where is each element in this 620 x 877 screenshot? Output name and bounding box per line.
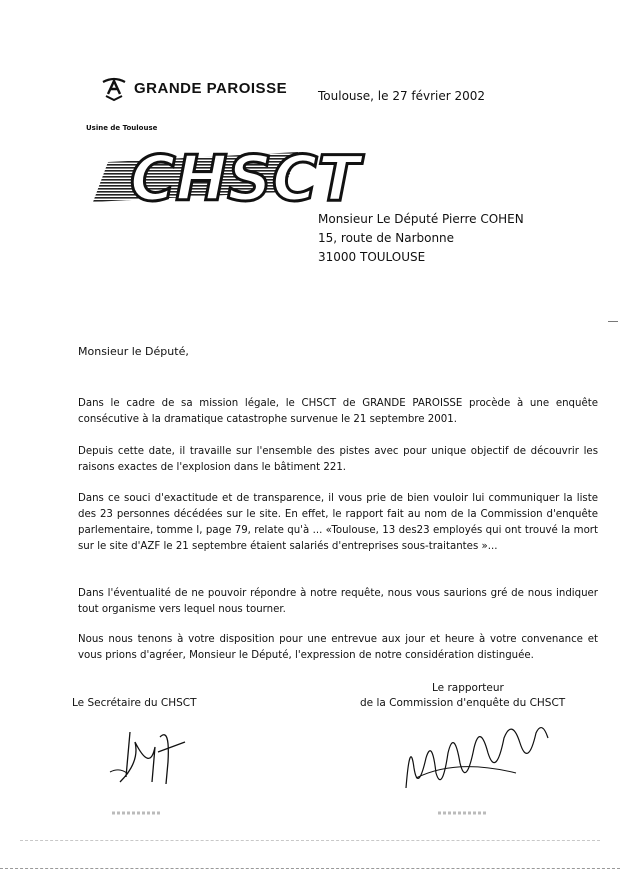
footer-divider xyxy=(20,840,600,841)
right-signatory-title-line1: Le rapporteur xyxy=(432,682,504,694)
right-signatory-title-line2: de la Commission d'enquête du CHSCT xyxy=(360,697,566,709)
brand-name: GRANDE PAROISSE xyxy=(134,80,288,97)
scan-artifact xyxy=(608,321,618,322)
right-signature xyxy=(396,718,556,802)
left-signatory-title: Le Secrétaire du CHSCT xyxy=(72,697,197,709)
paragraph: Dans ce souci d'exactitude et de transparence, il vous prie de bien vouloir lui communiquer la liste des 23 personnes décédées sur le site. En effet, le rapport fait au nom de la Commission d'enquête parlementaire, tomme I, page 79, relate qu'à ... «Toulouse, 13 des23 employés qui ont trouvé la mort sur le site d'AZF le 21 septembre étaient salariés d'entreprises sous-traitantes »... xyxy=(78,493,598,552)
salutation: Monsieur le Député, xyxy=(78,345,189,358)
letter-date: Toulouse, le 27 février 2002 xyxy=(318,89,486,103)
recipient-address xyxy=(318,210,524,267)
chsct-logo-text: CHSCT xyxy=(130,142,360,215)
paragraph: Depuis cette date, il travaille sur l'ensemble des pistes avec pour unique objectif de découvrir les raisons exactes de l'explosion dans le bâtiment 221. xyxy=(78,446,598,473)
paragraph: Dans l'éventualité de ne pouvoir répondre à notre requête, nous vous saurions gré de nous indiquer tout organisme vers lequel nous tourner. xyxy=(78,588,598,615)
left-signatory-name-stamp xyxy=(112,808,162,820)
footer-divider-bottom xyxy=(0,868,620,869)
left-signature xyxy=(100,722,200,796)
recipient-street: 15, route de Narbonne xyxy=(318,231,455,245)
grande-paroisse-logo-icon xyxy=(100,76,128,106)
recipient-name: Monsieur Le Député Pierre COHEN xyxy=(318,212,524,226)
chsct-logo xyxy=(88,140,360,216)
plant-name: Usine de Toulouse xyxy=(86,124,158,132)
right-signatory-name-stamp xyxy=(438,808,488,820)
paragraph: Dans le cadre de sa mission légale, le CHSCT de GRANDE PAROISSE procède à une enquête consécutive à la dramatique catastrophe survenue le 21 septembre 2001. xyxy=(78,398,598,425)
recipient-city: 31000 TOULOUSE xyxy=(318,250,426,264)
paragraph: Nous nous tenons à votre disposition pour une entrevue aux jour et heure à votre convenance et vous prions d'agréer, Monsieur le Député, l'expression de notre considération distinguée. xyxy=(78,634,598,661)
